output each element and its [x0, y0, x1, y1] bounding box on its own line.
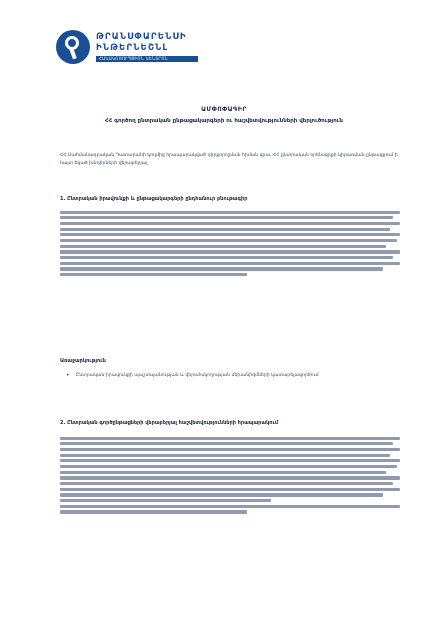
- text-line: [60, 211, 400, 214]
- bullet-item: • Ընտրական իրավունքի պաշտպանության և վերահսկողության մեխանիզմների կատարելագործում: [66, 372, 400, 380]
- logo-icon: [56, 30, 90, 64]
- text-line: [60, 465, 397, 468]
- text-line: [60, 245, 386, 248]
- text-line: [60, 476, 400, 479]
- text-line: [60, 216, 393, 219]
- document-title: ԱՄՓՈՓԱԳԻՐ: [201, 106, 247, 113]
- text-line: [60, 262, 400, 265]
- text-line: [60, 256, 393, 259]
- document-subtitle: ՀՀ գործող ընտրական ընթացակարգերի ու հաշվետվությունների վերլուծություն: [105, 118, 343, 124]
- text-line: [60, 228, 390, 231]
- logo-line-1: ԹՐԱՆՍՓԱՐԵՆՍԻ: [96, 32, 187, 42]
- text-line: [60, 471, 386, 474]
- text-line: [60, 482, 393, 485]
- section-1-heading: 1. Ընտրական իրավունքի և ընթացակարգերի ընդհանուր բնութագիր: [60, 196, 248, 202]
- text-line: [60, 273, 247, 276]
- text-line: [60, 233, 400, 236]
- logo-text: [96, 32, 198, 62]
- text-line: [60, 505, 400, 508]
- organization-logo: [56, 30, 198, 64]
- text-line: [60, 510, 247, 513]
- text-line: [60, 442, 393, 445]
- text-line: [60, 250, 400, 253]
- text-line: [60, 493, 383, 496]
- section-1-body: [60, 208, 400, 279]
- text-line: [60, 499, 271, 502]
- bullets-heading: Առաջարկություն: [60, 358, 106, 364]
- text-line: [60, 239, 397, 242]
- text-line: [60, 454, 390, 457]
- logo-tagline: ՀԱԿԱԿՈՌՈՒՊՑԻՈՆ ԿԵՆՏՐՈՆ: [96, 56, 198, 62]
- text-line: [60, 437, 400, 440]
- section-2-body: [60, 434, 400, 516]
- text-line: [60, 448, 400, 451]
- text-line: [60, 267, 383, 270]
- text-line: [60, 488, 400, 491]
- logo-line-2: ԻՆԹԵՐՆԵՇՆԼ: [96, 43, 169, 53]
- intro-paragraph: ՀՀ Սահմանադրական Դատարանի կողմից հրապարակված դիրքորոշման հիման վրա, ՀՀ ընտրական օրենսգրքի կիրառման ընթացքում ի հայտ եկած խնդիրների վերաբերյալ: [60, 153, 398, 166]
- text-line: [60, 222, 400, 225]
- section-2-heading: 2. Ընտրական գործընթացների վերաբերյալ հաշվետվությունների հրապարակում: [60, 420, 279, 426]
- text-line: [60, 459, 400, 462]
